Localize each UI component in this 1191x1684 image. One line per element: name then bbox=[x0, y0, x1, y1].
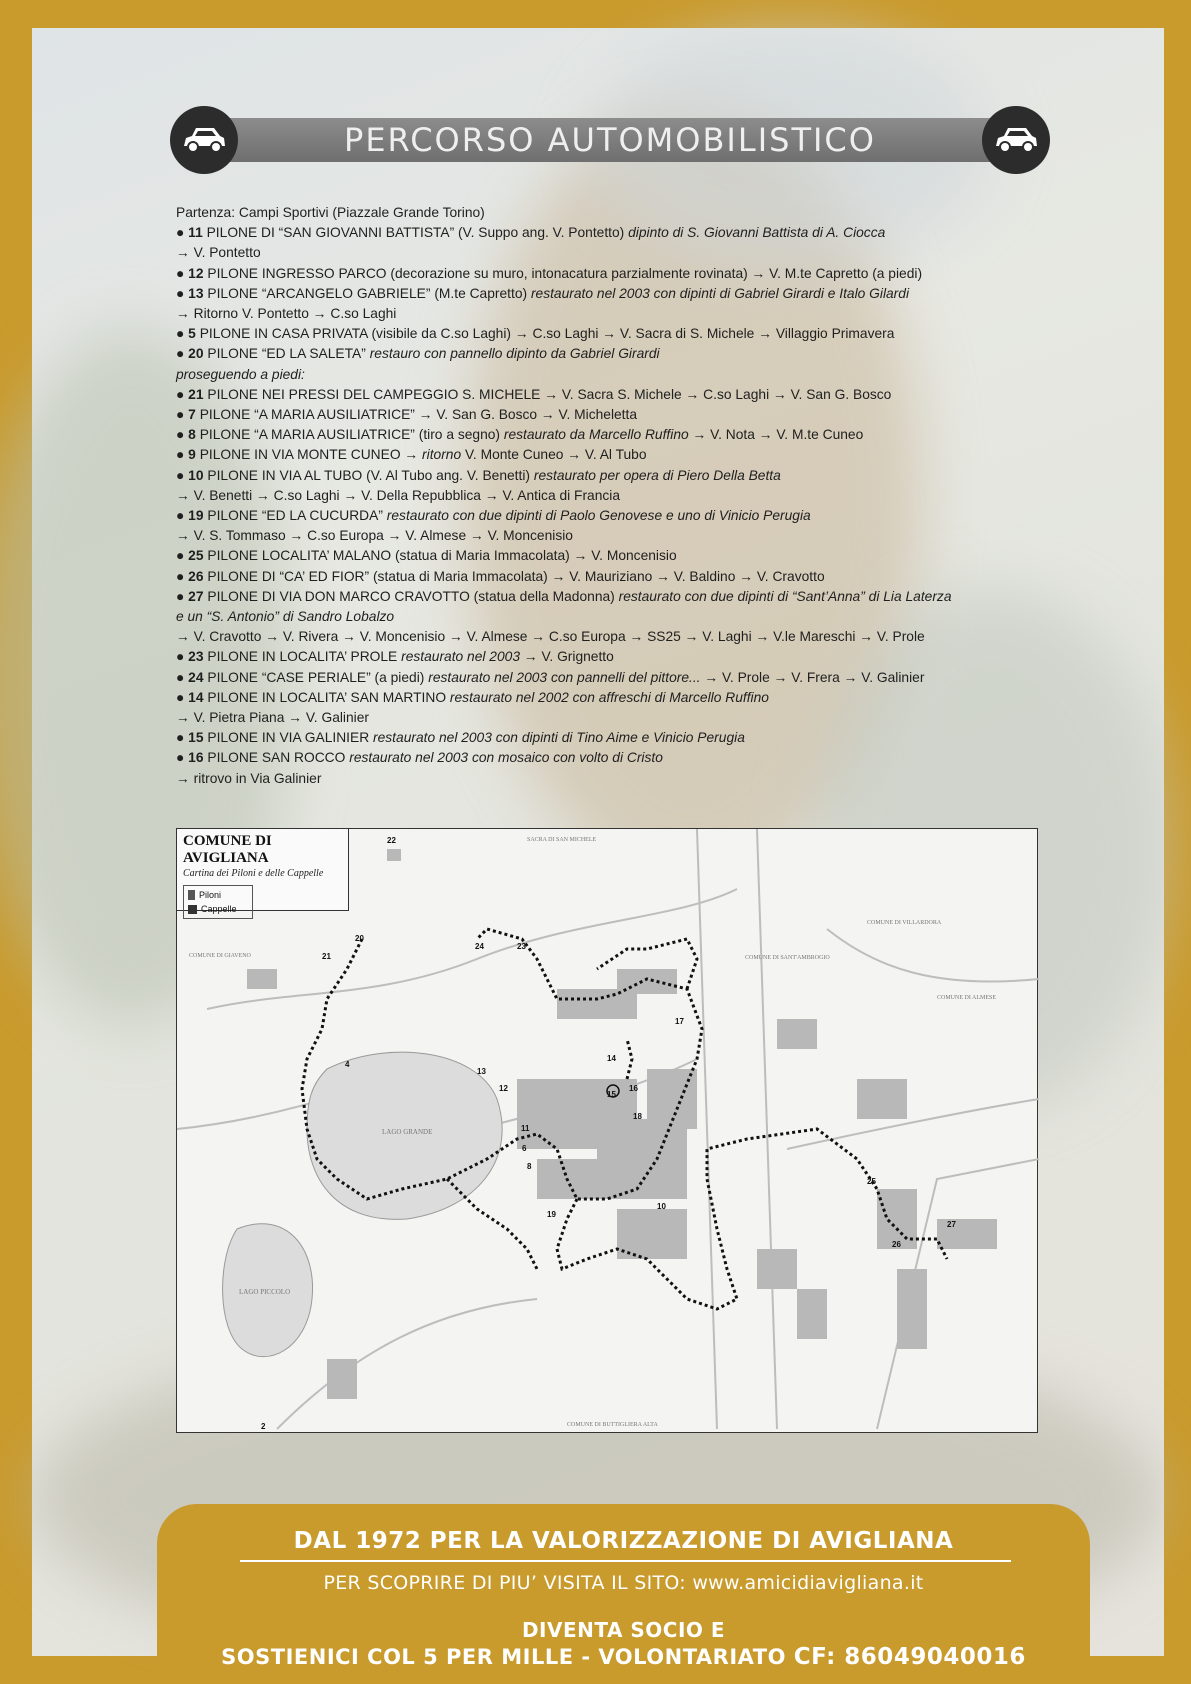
route-line bbox=[176, 647, 1056, 667]
pylon-note: restaurato nel 2003 con dipinti di Gabriel Girardi e Italo Gilardi bbox=[530, 285, 910, 301]
pylon-icon bbox=[188, 890, 195, 900]
bullet: ● bbox=[176, 285, 189, 301]
route-note: e un “S. Antonio” di Sandro Lobalzo bbox=[176, 609, 395, 625]
pylon-number: 11 bbox=[188, 225, 203, 241]
pylon-text: PILONE DI VIA DON MARCO CRAVOTTO (statua della Madonna) bbox=[207, 588, 615, 604]
map-pylon-number: 23 bbox=[517, 942, 526, 951]
lake-label: LAGO GRANDE bbox=[382, 1128, 433, 1136]
route-line bbox=[176, 466, 1056, 486]
pylon-note: restaurato per opera di Piero Della Betta bbox=[533, 467, 781, 483]
pylon-note: restaurato nel 2003 bbox=[401, 649, 520, 665]
place-label: COMUNE DI SANT'AMBROGIO bbox=[745, 955, 830, 961]
bullet: ● bbox=[176, 669, 189, 685]
pylon-text: PILONE “CASE PERIALE” (a piedi) bbox=[207, 669, 425, 685]
pylon-note: restauro con pannello dipinto da Gabriel Girardi bbox=[369, 346, 660, 362]
place-label: COMUNE DI ALMESE bbox=[937, 995, 997, 1001]
pylon-directions: → V. Nota → V. M.te Cuneo bbox=[688, 427, 864, 443]
route-line bbox=[176, 587, 1056, 607]
pylon-number: 19 bbox=[188, 508, 204, 524]
route-directions: → V. Cravotto → V. Rivera → V. Moncenisio → V. Almese → C.so Europa → SS25 → V. Laghi → V.le Mareschi → V. Prole bbox=[176, 629, 925, 645]
map-title: COMUNE DI AVIGLIANA bbox=[183, 833, 272, 866]
pylon-text: PILONE IN CASA PRIVATA (visibile da C.so Laghi) → C.so Laghi → V. Sacra di S. Michele → Villaggio Primavera bbox=[199, 326, 895, 342]
bullet: ● bbox=[176, 689, 189, 705]
route-directions: → V. Pontetto bbox=[176, 245, 261, 261]
pylon-directions: → V. Grignetto bbox=[520, 649, 614, 665]
pylon-text: PILONE IN VIA MONTE CUNEO → bbox=[199, 447, 419, 463]
bullet: ● bbox=[176, 326, 189, 342]
map-pylon-number: 6 bbox=[522, 1144, 527, 1153]
pylon-text: PILONE NEI PRESSI DEL CAMPEGGIO S. MICHELE → V. Sacra S. Michele → C.so Laghi → V. San G. Bosco bbox=[207, 386, 892, 402]
page-title: PERCORSO AUTOMOBILISTICO bbox=[344, 121, 876, 159]
footer-divider bbox=[240, 1560, 1011, 1562]
route-directions: → ritrovo in Via Galinier bbox=[176, 770, 322, 786]
bullet: ● bbox=[176, 346, 189, 362]
route-line bbox=[176, 546, 1056, 566]
map-pylon-number: 27 bbox=[947, 1220, 956, 1229]
map-pylon-number: 21 bbox=[322, 952, 331, 961]
route-line bbox=[176, 284, 1056, 304]
pylon-number: 15 bbox=[188, 730, 204, 746]
bullet: ● bbox=[176, 568, 189, 584]
map-pylon-number: 8 bbox=[527, 1162, 532, 1171]
route-line bbox=[176, 425, 1056, 445]
pylon-number: 21 bbox=[188, 386, 204, 402]
map-pylon-number: 25 bbox=[867, 1177, 876, 1186]
map-pylon-number: 19 bbox=[547, 1210, 556, 1219]
route-line bbox=[176, 668, 1056, 688]
pylon-number: 7 bbox=[188, 407, 196, 423]
car-icon bbox=[170, 106, 238, 174]
place-label: COMUNE DI VILLARDORA bbox=[867, 920, 942, 926]
pylon-text: PILONE INGRESSO PARCO (decorazione su muro, intonacatura parzialmente rovinata) → V. M.te Capretto (a piedi) bbox=[207, 265, 923, 281]
pylon-text: PILONE IN LOCALITA’ SAN MARTINO bbox=[207, 689, 447, 705]
bullet: ● bbox=[176, 427, 189, 443]
pylon-text: PILONE IN VIA AL TUBO (V. Al Tubo ang. V. Benetti) bbox=[207, 467, 530, 483]
bullet: ● bbox=[176, 225, 189, 241]
pylon-text: PILONE IN VIA GALINIER bbox=[207, 730, 370, 746]
pylon-text: PILONE “ED LA CUCURDA” bbox=[207, 508, 383, 524]
route-line bbox=[176, 748, 1056, 768]
pylon-note: restaurato nel 2003 con pannelli del pittore... bbox=[428, 669, 701, 685]
pylon-number: 25 bbox=[188, 548, 204, 564]
place-label: SACRA DI SAN MICHELE bbox=[527, 837, 597, 843]
place-label: COMUNE DI BUTTIGLIERA ALTA bbox=[567, 1422, 658, 1428]
chapel-icon bbox=[188, 905, 197, 914]
map-pylon-number: 10 bbox=[657, 1202, 666, 1211]
pylon-number: 10 bbox=[188, 467, 204, 483]
route-directions: → V. Benetti → C.so Laghi → V. Della Repubblica → V. Antica di Francia bbox=[176, 487, 621, 503]
route-line bbox=[176, 344, 1056, 364]
bullet: ● bbox=[176, 265, 189, 281]
route-line bbox=[176, 688, 1056, 708]
pylon-text: PILONE “ED LA SALETA” bbox=[207, 346, 366, 362]
pylon-text: PILONE DI “CA’ ED FIOR” (statua di Maria Immacolata) → V. Mauriziano → V. Baldino → V. Cravotto bbox=[207, 568, 825, 584]
pylon-note: restaurato nel 2003 con mosaico con volto di Cristo bbox=[349, 750, 663, 766]
route-directions: → Ritorno V. Pontetto → C.so Laghi bbox=[176, 306, 397, 322]
route-line bbox=[176, 708, 1056, 728]
pylon-text: PILONE “A MARIA AUSILIATRICE” → V. San G. Bosco → V. Micheletta bbox=[199, 407, 638, 423]
route-line bbox=[176, 304, 1056, 324]
poster-page bbox=[32, 28, 1164, 1670]
footer-tax-code: CF: 86049040016 bbox=[793, 1644, 1026, 1670]
bullet: ● bbox=[176, 548, 189, 564]
footer-donation-text: SOSTIENICI COL 5 PER MILLE - VOLONTARIATO bbox=[221, 1645, 794, 1669]
legend-box bbox=[183, 885, 253, 919]
bullet: ● bbox=[176, 467, 189, 483]
route-line bbox=[176, 526, 1056, 546]
map bbox=[176, 828, 1038, 1433]
bullet: ● bbox=[176, 407, 189, 423]
route-line bbox=[176, 223, 1056, 243]
pylon-text: PILONE SAN ROCCO bbox=[207, 750, 346, 766]
pylon-number: 20 bbox=[188, 346, 204, 362]
pylon-number: 13 bbox=[188, 285, 204, 301]
route-line bbox=[176, 445, 1056, 465]
pylon-number: 23 bbox=[188, 649, 204, 665]
pylon-number: 12 bbox=[188, 265, 204, 281]
bullet: ● bbox=[176, 447, 189, 463]
pylon-number: 9 bbox=[188, 447, 196, 463]
pylon-text: PILONE IN LOCALITA’ PROLE bbox=[207, 649, 398, 665]
route-line bbox=[176, 405, 1056, 425]
route-start: Partenza: Campi Sportivi (Piazzale Grande Torino) bbox=[176, 205, 485, 220]
bullet: ● bbox=[176, 750, 189, 766]
pylon-directions: → V. Prole → V. Frera → V. Galinier bbox=[700, 669, 925, 685]
bullet: ● bbox=[176, 588, 189, 604]
pylon-note: restaurato nel 2003 con dipinti di Tino Aime e Vinicio Perugia bbox=[373, 730, 745, 746]
footer-panel bbox=[157, 1504, 1090, 1684]
footer-membership: DIVENTA SOCIO E bbox=[521, 1618, 726, 1642]
route-directions: → V. S. Tommaso → C.so Europa → V. Almese → V. Moncenisio bbox=[176, 528, 573, 544]
pylon-note: restaurato nel 2002 con affreschi di Marcello Ruffino bbox=[449, 689, 769, 705]
pylon-text: PILONE DI “SAN GIOVANNI BATTISTA” (V. Suppo ang. V. Pontetto) bbox=[206, 225, 625, 241]
route-line bbox=[176, 365, 1056, 385]
pylon-note: restaurato con due dipinti di “Sant’Anna” di Lia Laterza bbox=[618, 588, 952, 604]
route-line bbox=[176, 506, 1056, 526]
map-pylon-number: 17 bbox=[675, 1017, 684, 1026]
pylon-text: PILONE LOCALITA’ MALANO (statua di Maria Immacolata) → V. Moncenisio bbox=[207, 548, 677, 564]
map-pylon-number: 22 bbox=[387, 836, 396, 845]
map-pylon-number: 16 bbox=[629, 1084, 638, 1093]
map-legend bbox=[177, 829, 349, 914]
pylon-number: 5 bbox=[188, 326, 196, 342]
route-line bbox=[176, 607, 1056, 627]
map-pylon-number: 24 bbox=[475, 942, 484, 951]
legend-item-cappelle bbox=[188, 902, 248, 916]
pylon-note: dipinto di S. Giovanni Battista di A. Ciocca bbox=[628, 225, 886, 241]
bullet: ● bbox=[176, 649, 189, 665]
route-list bbox=[176, 223, 1056, 789]
map-subtitle: Cartina dei Piloni e delle Cappelle bbox=[183, 868, 324, 879]
route-line bbox=[176, 243, 1056, 263]
pylon-note: restaurato da Marcello Ruffino bbox=[503, 427, 689, 443]
place-label: COMUNE DI GIAVENO bbox=[189, 953, 251, 959]
route-line bbox=[176, 385, 1056, 405]
route-description bbox=[176, 203, 1056, 789]
legend-item-piloni bbox=[188, 888, 248, 902]
map-pylon-number: 11 bbox=[521, 1124, 530, 1133]
map-pylon-number: 12 bbox=[499, 1084, 508, 1093]
route-note: proseguendo a piedi: bbox=[176, 366, 305, 382]
lake-label: LAGO PICCOLO bbox=[239, 1288, 291, 1296]
pylon-note: restaurato con due dipinti di Paolo Genovese e uno di Vinicio Perugia bbox=[386, 508, 811, 524]
route-line bbox=[176, 324, 1056, 344]
bullet: ● bbox=[176, 730, 189, 746]
pylon-number: 14 bbox=[188, 689, 204, 705]
pylon-number: 24 bbox=[188, 669, 204, 685]
footer-donation bbox=[157, 1644, 1090, 1670]
pylon-text: PILONE “ARCANGELO GABRIELE” (M.te Capretto) bbox=[207, 285, 528, 301]
route-line bbox=[176, 627, 1056, 647]
map-drawing bbox=[177, 829, 1039, 1434]
route-line bbox=[176, 486, 1056, 506]
map-pylon-number: 4 bbox=[345, 1060, 350, 1069]
map-pylon-number: 18 bbox=[633, 1112, 642, 1121]
legend-label: Cappelle bbox=[201, 904, 237, 914]
route-directions: → V. Pietra Piana → V. Galinier bbox=[176, 710, 370, 726]
header-banner bbox=[170, 106, 1050, 174]
map-pylon-number: 15 bbox=[607, 1090, 616, 1099]
pylon-number: 26 bbox=[188, 568, 204, 584]
footer-website[interactable]: PER SCOPRIRE DI PIU’ VISITA IL SITO: www.amicidiavigliana.it bbox=[323, 1572, 924, 1594]
pylon-number: 8 bbox=[188, 427, 196, 443]
pylon-directions: V. Monte Cuneo → V. Al Tubo bbox=[461, 447, 647, 463]
footer-slogan: DAL 1972 PER LA VALORIZZAZIONE DI AVIGLIANA bbox=[293, 1528, 954, 1554]
pylon-note: ritorno bbox=[422, 447, 462, 463]
bullet: ● bbox=[176, 508, 189, 524]
pylon-number: 27 bbox=[188, 588, 204, 604]
car-icon bbox=[982, 106, 1050, 174]
route-line bbox=[176, 567, 1056, 587]
bullet: ● bbox=[176, 386, 189, 402]
pylon-text: PILONE “A MARIA AUSILIATRICE” (tiro a segno) bbox=[199, 427, 501, 443]
map-pylon-number: 20 bbox=[355, 934, 364, 943]
route-line bbox=[176, 769, 1056, 789]
route-line bbox=[176, 264, 1056, 284]
legend-label: Piloni bbox=[199, 890, 222, 900]
route-line bbox=[176, 728, 1056, 748]
map-pylon-number: 26 bbox=[892, 1240, 901, 1249]
map-pylon-number: 2 bbox=[261, 1422, 266, 1431]
pylon-number: 16 bbox=[188, 750, 204, 766]
map-pylon-number: 13 bbox=[477, 1067, 486, 1076]
map-pylon-number: 14 bbox=[607, 1054, 616, 1063]
